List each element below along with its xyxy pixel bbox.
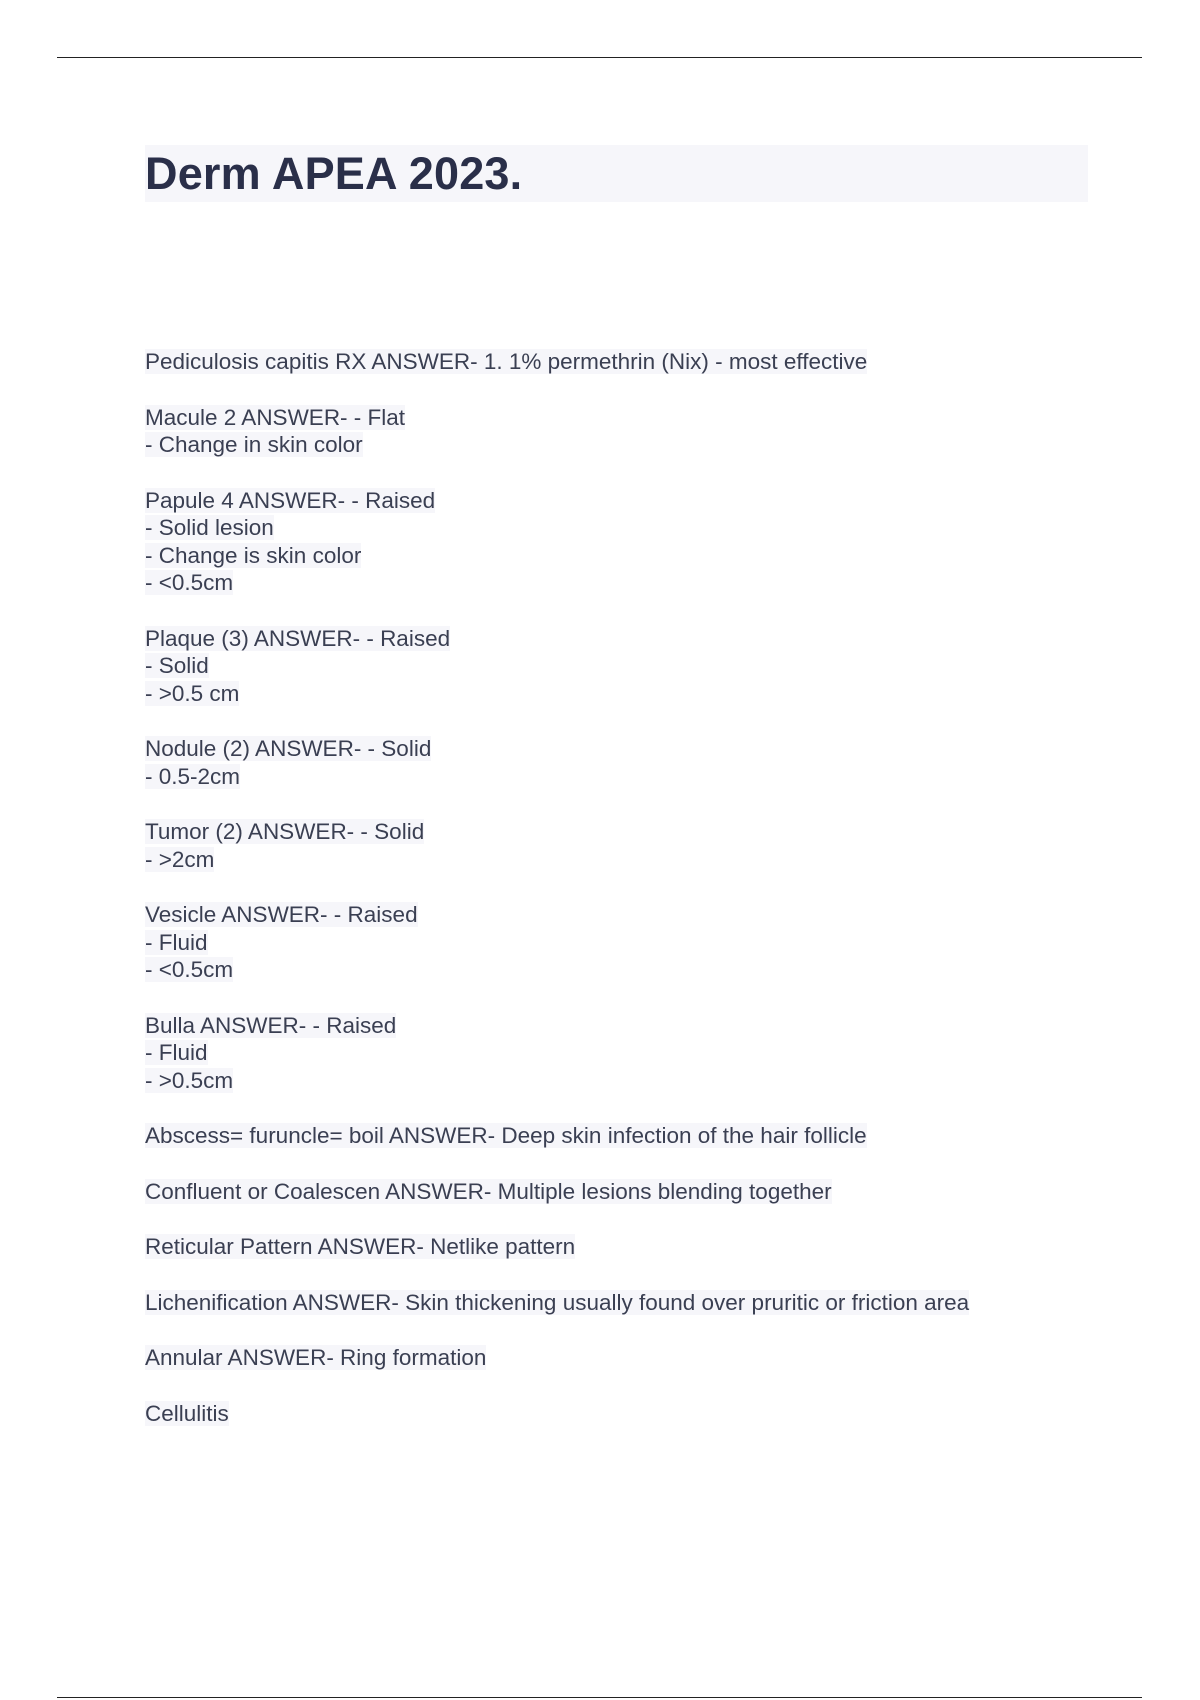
entry-line [145, 404, 1105, 432]
entry-line [145, 625, 1105, 653]
entry-line [145, 542, 1105, 570]
flashcard-entry [145, 487, 1105, 597]
entry-line [145, 818, 1105, 846]
entry-line-text: Annular ANSWER- Ring formation [145, 1345, 487, 1370]
entry-line-text: - 0.5-2cm [145, 763, 241, 789]
flashcard-entry [145, 901, 1105, 984]
entry-line-text: Tumor (2) ANSWER- - Solid [145, 819, 425, 844]
top-divider [57, 57, 1142, 58]
entry-line-text: Plaque (3) ANSWER- - Raised [145, 625, 451, 651]
entry-line [145, 763, 1105, 791]
flashcard-entry [145, 1233, 1105, 1261]
entry-line [145, 1344, 1105, 1372]
entry-line [145, 569, 1105, 597]
entry-line-text: Bulla ANSWER- - Raised [145, 1012, 397, 1038]
title-block [145, 145, 1088, 202]
flashcard-entry [145, 1178, 1105, 1206]
flashcard-entry [145, 348, 1105, 376]
entry-line-text: Lichenification ANSWER- Skin thickening usually found over pruritic or friction area [145, 1289, 970, 1315]
entry-line-text: - >2cm [145, 846, 215, 872]
entry-line [145, 901, 1105, 929]
entry-line-text: - Solid [145, 653, 209, 678]
entry-line-text: Pediculosis capitis RX ANSWER- 1. 1% permethrin (Nix) - most effective [145, 349, 868, 374]
bottom-divider [57, 1697, 1142, 1698]
entry-line-text: Confluent or Coalescen ANSWER- Multiple lesions blending together [145, 1178, 832, 1204]
flashcard-entry [145, 404, 1105, 459]
entry-line-text: - <0.5cm [145, 957, 234, 982]
entry-line-text: - Change is skin color [145, 542, 362, 568]
entry-line [145, 1122, 1105, 1150]
entry-line [145, 431, 1105, 459]
entry-line [145, 929, 1105, 957]
entry-line [145, 514, 1105, 542]
entry-line [145, 1289, 1105, 1317]
entry-line [145, 735, 1105, 763]
flashcard-entry [145, 735, 1105, 790]
entry-line-text: - Fluid [145, 929, 208, 955]
entry-line-text: Papule 4 ANSWER- - Raised [145, 487, 436, 513]
flashcard-entry [145, 1012, 1105, 1095]
flashcard-entry [145, 1400, 1105, 1428]
entry-line [145, 1233, 1105, 1261]
entry-line-text: - >0.5 cm [145, 680, 240, 706]
entry-line-text: - >0.5cm [145, 1067, 234, 1093]
flashcard-entry [145, 625, 1105, 708]
flashcard-entry [145, 1289, 1105, 1317]
entry-line [145, 846, 1105, 874]
entry-line [145, 652, 1105, 680]
entry-line-text: Macule 2 ANSWER- - Flat [145, 404, 406, 430]
entry-line [145, 956, 1105, 984]
flashcard-entry [145, 818, 1105, 873]
entry-line [145, 1012, 1105, 1040]
flashcard-list [145, 348, 1105, 1455]
flashcard-entry [145, 1122, 1105, 1150]
entry-line-text: Reticular Pattern ANSWER- Netlike pattern [145, 1234, 576, 1259]
entry-line [145, 1039, 1105, 1067]
entry-line-text: - Fluid [145, 1040, 208, 1065]
flashcard-entry [145, 1344, 1105, 1372]
entry-line [145, 1178, 1105, 1206]
entry-line [145, 1400, 1105, 1428]
entry-line [145, 487, 1105, 515]
entry-line-text: - Solid lesion [145, 515, 274, 540]
entry-line-text: Nodule (2) ANSWER- - Solid [145, 736, 432, 761]
entry-line [145, 680, 1105, 708]
entry-line-text: - Change in skin color [145, 432, 363, 457]
entry-line [145, 1067, 1105, 1095]
page-title: Derm APEA 2023. [145, 148, 523, 199]
entry-line-text: Cellulitis [145, 1400, 229, 1426]
entry-line-text: Abscess= furuncle= boil ANSWER- Deep skin infection of the hair follicle [145, 1123, 867, 1148]
entry-line-text: Vesicle ANSWER- - Raised [145, 902, 418, 927]
entry-line [145, 348, 1105, 376]
entry-line-text: - <0.5cm [145, 570, 234, 595]
